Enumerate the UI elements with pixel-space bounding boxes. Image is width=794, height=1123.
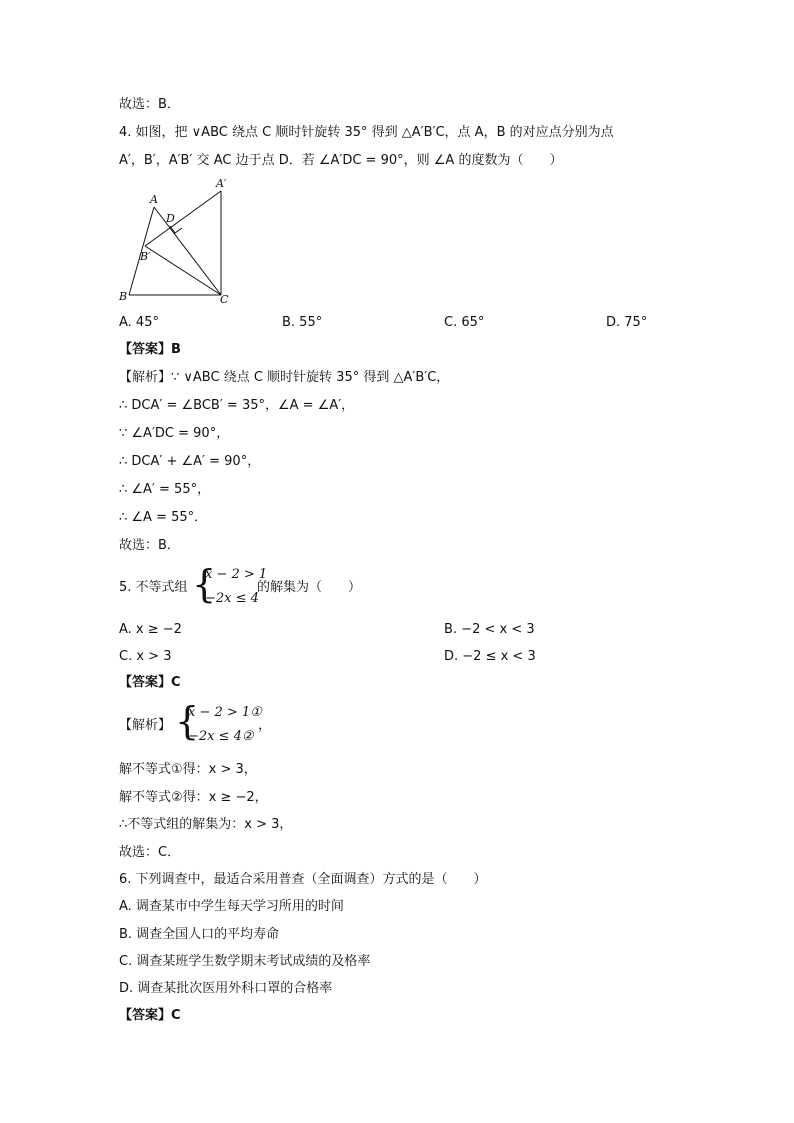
q5-solution-line3: ∴不等式组的解集为：x > 3， bbox=[119, 817, 293, 832]
q4-solution-line6: ∴ ∠A = 55°． bbox=[119, 510, 208, 525]
q5-inequality-2: −2x ≤ 4 bbox=[205, 591, 259, 606]
q6-option-a: A. 调查某市中学生每天学习所用的时间 bbox=[119, 899, 344, 914]
q6-stem: 6. 下列调查中，最适合采用普查（全面调查）方式的是（ ） bbox=[119, 872, 487, 887]
q5-option-b: B. −2 < x < 3 bbox=[444, 622, 535, 637]
q5-solution-comma: ， bbox=[258, 718, 272, 733]
label-B: B bbox=[119, 290, 128, 303]
q3-conclusion: 故选：B． bbox=[119, 97, 180, 112]
q4-solution-line3: ∵ ∠A′DC = 90°， bbox=[119, 426, 230, 441]
q5-solution-line2: 解不等式②得：x ≥ −2， bbox=[119, 790, 268, 805]
q5-stem-suffix: 的解集为（ ） bbox=[257, 580, 362, 595]
q4-option-b: B. 55° bbox=[282, 315, 323, 330]
q4-option-a: A. 45° bbox=[119, 315, 159, 330]
label-C: C bbox=[220, 293, 229, 306]
q5-inequality-1: x − 2 > 1 bbox=[205, 567, 268, 582]
q5-solution-inequality-1: x − 2 > 1① bbox=[188, 705, 262, 720]
label-B-prime: B′ bbox=[140, 250, 151, 263]
q4-conclusion: 故选：B． bbox=[119, 538, 180, 553]
q5-answer: 【答案】C bbox=[119, 675, 181, 690]
label-D: D bbox=[166, 212, 175, 225]
q4-solution-line1: 【解析】∵ ∨ABC 绕点 C 顺时针旋转 35° 得到 △A′B′C， bbox=[119, 370, 450, 385]
q4-solution-line4: ∴ DCA′ + ∠A′ = 90°， bbox=[119, 454, 261, 469]
q4-stem-line2: A′，B′，A′B′ 交 AC 边于点 D．若 ∠A′DC = 90°，则 ∠A 的度数为（ ） bbox=[119, 153, 563, 168]
q5-solution-inequality-2: −2x ≤ 4② bbox=[188, 729, 254, 744]
q5-solution-line1: 解不等式①得：x > 3， bbox=[119, 762, 257, 777]
q5-option-a: A. x ≥ −2 bbox=[119, 622, 182, 637]
q5-stem-prefix: 5. 不等式组 bbox=[119, 580, 188, 595]
q6-answer: 【答案】C bbox=[119, 1008, 181, 1023]
q5-option-d: D. −2 ≤ x < 3 bbox=[444, 649, 536, 664]
q6-option-b: B. 调查全国人口的平均寿命 bbox=[119, 927, 280, 942]
q4-answer: 【答案】B bbox=[119, 342, 181, 357]
q4-solution-line5: ∴ ∠A′ = 55°， bbox=[119, 482, 211, 497]
q6-option-c: C. 调查某班学生数学期末考试成绩的及格率 bbox=[119, 954, 371, 969]
label-A-prime: A′ bbox=[216, 177, 227, 190]
q6-option-d: D. 调查某批次医用外科口罩的合格率 bbox=[119, 981, 333, 996]
q5-brace: { bbox=[192, 562, 217, 606]
q4-stem-line1: 4. 如图，把 ∨ABC 绕点 C 顺时针旋转 35° 得到 △A′B′C，点 A，B 的对应点分别为点 bbox=[119, 125, 614, 140]
q4-option-d: D. 75° bbox=[606, 315, 648, 330]
q5-option-c: C. x > 3 bbox=[119, 649, 172, 664]
q5-conclusion: 故选：C． bbox=[119, 845, 181, 860]
q5-solution-prefix: 【解析】 bbox=[119, 718, 172, 733]
q5-solution-brace: { bbox=[175, 699, 200, 743]
q4-option-c: C. 65° bbox=[444, 315, 485, 330]
label-A: A bbox=[150, 193, 158, 206]
q4-solution-line2: ∴ DCA′ = ∠BCB′ = 35°，∠A = ∠A′， bbox=[119, 398, 355, 413]
q4-geometry-figure bbox=[112, 176, 242, 306]
